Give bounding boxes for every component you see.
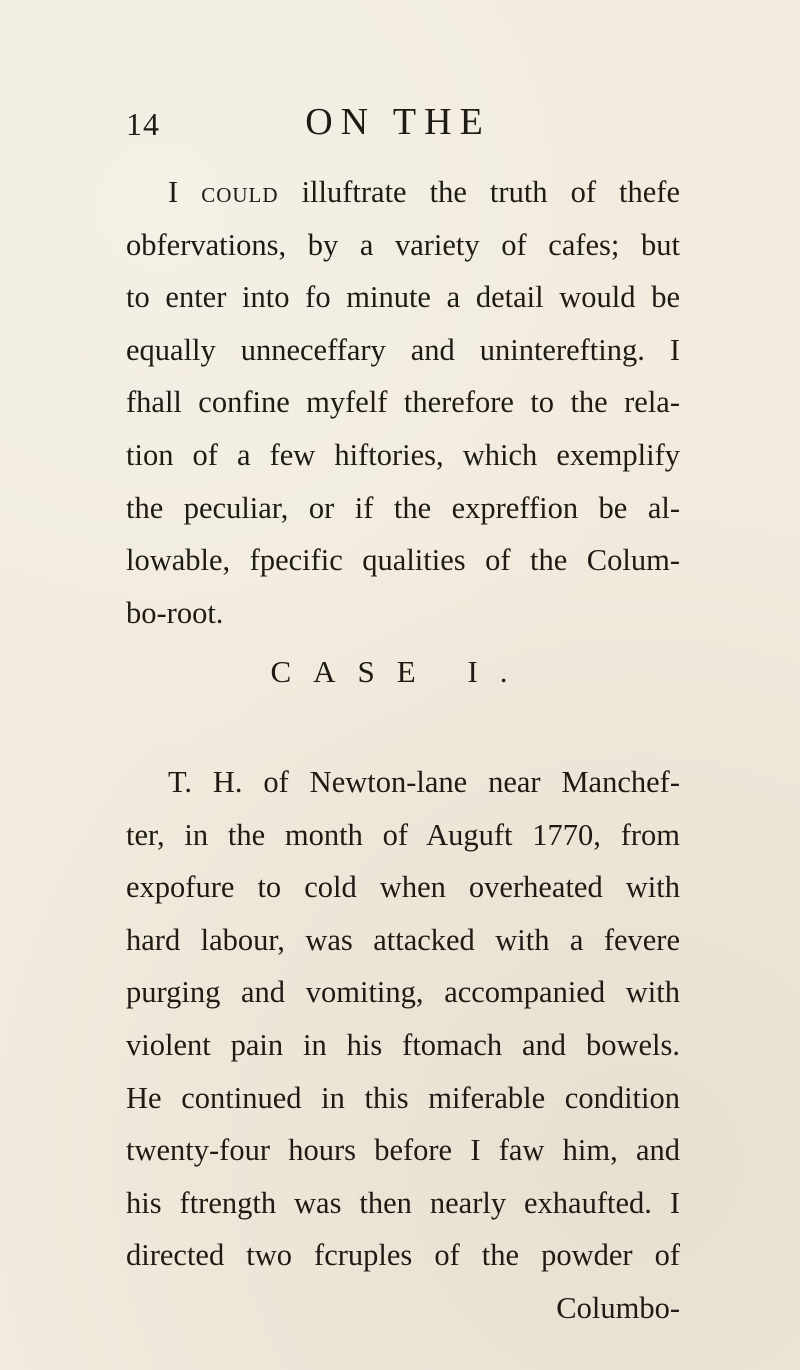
text-line: obfervations, by a variety of cafes; but <box>126 227 680 262</box>
text-line: lowable, fpecific qualities of the Colum- <box>126 543 680 578</box>
text-line: bo-root. <box>126 595 224 630</box>
page-number: 14 <box>126 106 160 142</box>
text-line: the peculiar, or if the expreffion be al- <box>126 490 680 525</box>
page-header <box>0 100 800 150</box>
paragraph-introduction <box>126 166 680 639</box>
case-heading: CASE I. <box>270 654 530 689</box>
catchword: Columbo- <box>556 1290 680 1325</box>
text-line: his ftrength was then nearly exhaufted. I <box>126 1185 680 1220</box>
smallcaps-word: could <box>201 175 279 209</box>
line-lead: I <box>168 175 202 209</box>
text-line: directed two fcruples of the powder of <box>126 1238 680 1273</box>
text-line: violent pain in his ftomach and bowels. <box>126 1027 680 1062</box>
text-line: T. H. of Newton-lane near Manchef- <box>168 765 680 799</box>
text-line: hard labour, was attacked with a fevere <box>126 922 680 957</box>
paragraph-case-one <box>126 756 680 1335</box>
text-line: twenty-four hours before I faw him, and <box>126 1133 680 1168</box>
text-line <box>126 166 680 219</box>
text-line: ter, in the month of Auguft 1770, from <box>126 817 680 852</box>
text-line: to enter into fo minute a detail would be <box>126 280 680 315</box>
text-line: purging and vomiting, accompanied with <box>126 975 680 1010</box>
text-line: expofure to cold when overheated with <box>126 870 680 905</box>
running-head: ON THE <box>305 101 491 143</box>
text-line: equally unneceffary and uninterefting. I <box>126 332 680 367</box>
text-line: fhall confine myfelf therefore to the rela- <box>126 385 680 420</box>
line-rest: illuftrate the truth of thefe <box>278 175 680 209</box>
text-line: tion of a few hiftories, which exemplify <box>126 437 680 472</box>
text-line: He continued in this miferable condition <box>126 1080 680 1115</box>
